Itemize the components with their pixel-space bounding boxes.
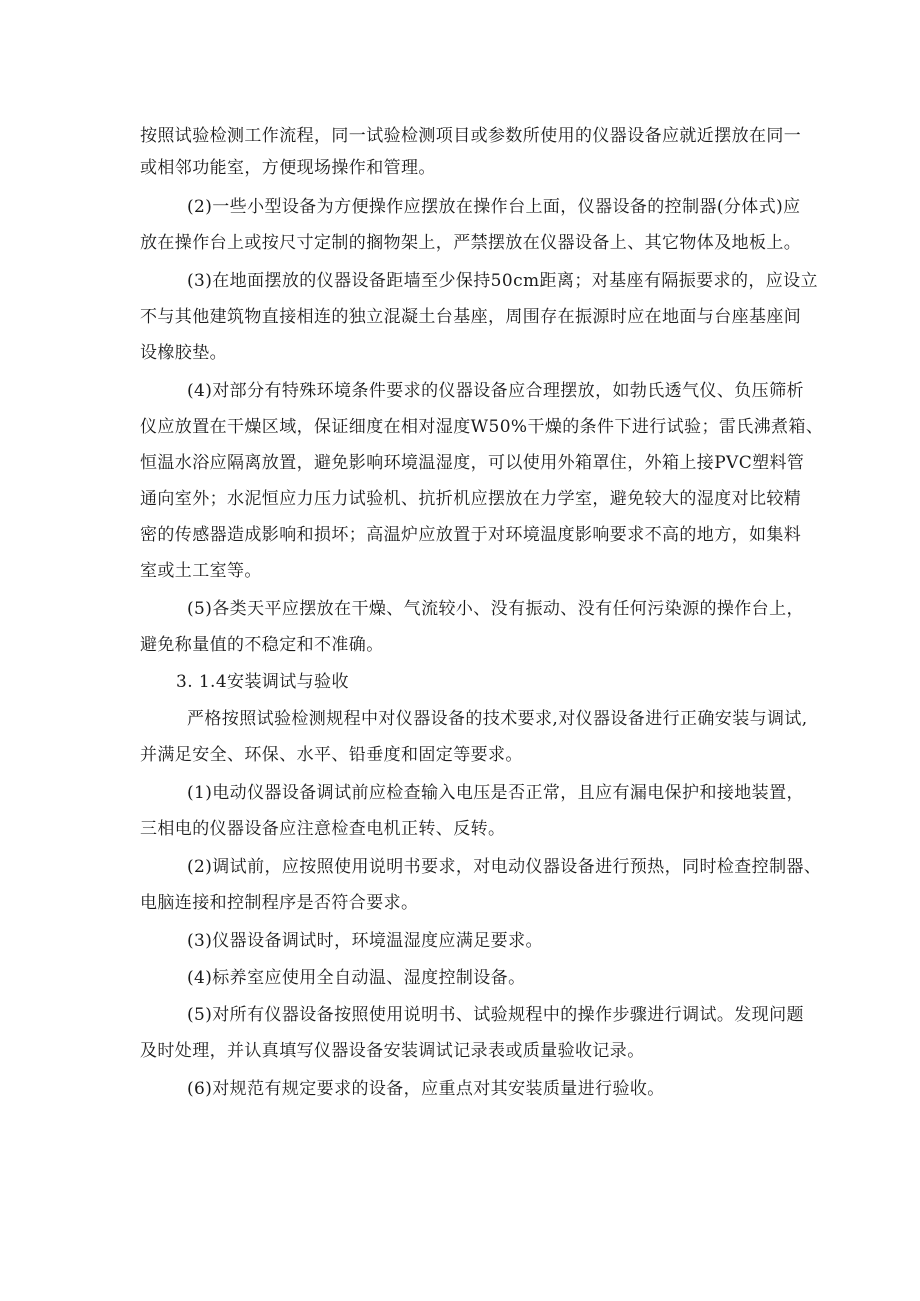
paragraph-line: 室或土工室等。 bbox=[140, 561, 262, 581]
paragraph-line: 通向室外；水泥恒应力压力试验机、抗折机应摆放在力学室，避免较大的湿度对比较精 bbox=[140, 489, 802, 509]
list-item-6: (6)对规范有规定要求的设备，应重点对其安装质量进行验收。 bbox=[187, 1079, 665, 1099]
paragraph-line: 仪应放置在干燥区域，保证细度在相对湿度W50%干燥的条件下进行试验；雷氏沸煮箱、 bbox=[140, 417, 824, 437]
paragraph-line: 密的传感器造成影响和损坏；高温炉应放置于对环境温度影响要求不高的地方，如集料 bbox=[140, 525, 802, 545]
list-item-2: (2)一些小型设备为方便操作应摆放在操作台上面，仪器设备的控制器(分体式)应 bbox=[187, 197, 801, 217]
section-heading: 3. 1.4安装调试与验收 bbox=[176, 672, 349, 692]
list-item-5: (5)各类天平应摆放在干燥、气流较小、没有振动、没有任何污染源的操作台上， bbox=[187, 599, 804, 619]
paragraph-line: 避免称量值的不稳定和不准确。 bbox=[140, 635, 384, 655]
paragraph-line: 设橡胶垫。 bbox=[140, 343, 227, 363]
paragraph-line: 电脑连接和控制程序是否符合要求。 bbox=[140, 893, 419, 913]
paragraph-line: 及时处理，并认真填写仪器设备安装调试记录表或质量验收记录。 bbox=[140, 1041, 645, 1061]
list-item-2b: (2)调试前，应按照使用说明书要求，对电动仪器设备进行预热，同时检查控制器、 bbox=[187, 857, 822, 877]
paragraph-line: 或相邻功能室，方便现场操作和管理。 bbox=[140, 158, 436, 178]
paragraph-line: 不与其他建筑物直接相连的独立混凝土台基座，周围存在振源时应在地面与台座基座间 bbox=[140, 307, 802, 327]
list-item-4b: (4)标养室应使用全自动温、湿度控制设备。 bbox=[187, 968, 526, 988]
list-item-3b: (3)仪器设备调试时，环境温湿度应满足要求。 bbox=[187, 931, 543, 951]
list-item-4: (4)对部分有特殊环境条件要求的仪器设备应合理摆放，如勃氏透气仪、负压筛析 bbox=[187, 381, 804, 401]
paragraph-line: 恒温水浴应隔离放置，避免影响环境温湿度，可以使用外箱罩住，外箱上接PVC塑料管 bbox=[140, 453, 805, 473]
list-item-3: (3)在地面摆放的仪器设备距墙至少保持50cm距离；对基座有隔振要求的，应设立 bbox=[187, 271, 818, 291]
paragraph-line: 严格按照试验检测规程中对仪器设备的技术要求,对仪器设备进行正确安装与调试, bbox=[187, 709, 808, 729]
list-item-5b: (5)对所有仪器设备按照使用说明书、试验规程中的操作步骤进行调试。发现问题 bbox=[187, 1005, 804, 1025]
paragraph-line: 按照试验检测工作流程，同一试验检测项目或参数所使用的仪器设备应就近摆放在同一 bbox=[140, 126, 802, 146]
list-item-1: (1)电动仪器设备调试前应检查输入电压是否正常，且应有漏电保护和接地装置， bbox=[187, 783, 804, 803]
paragraph-line: 三相电的仪器设备应注意检查电机正转、反转。 bbox=[140, 819, 506, 839]
paragraph-line: 并满足安全、环保、水平、铅垂度和固定等要求。 bbox=[140, 745, 523, 765]
paragraph-line: 放在操作台上或按尺寸定制的搁物架上，严禁摆放在仪器设备上、其它物体及地板上。 bbox=[140, 233, 802, 253]
